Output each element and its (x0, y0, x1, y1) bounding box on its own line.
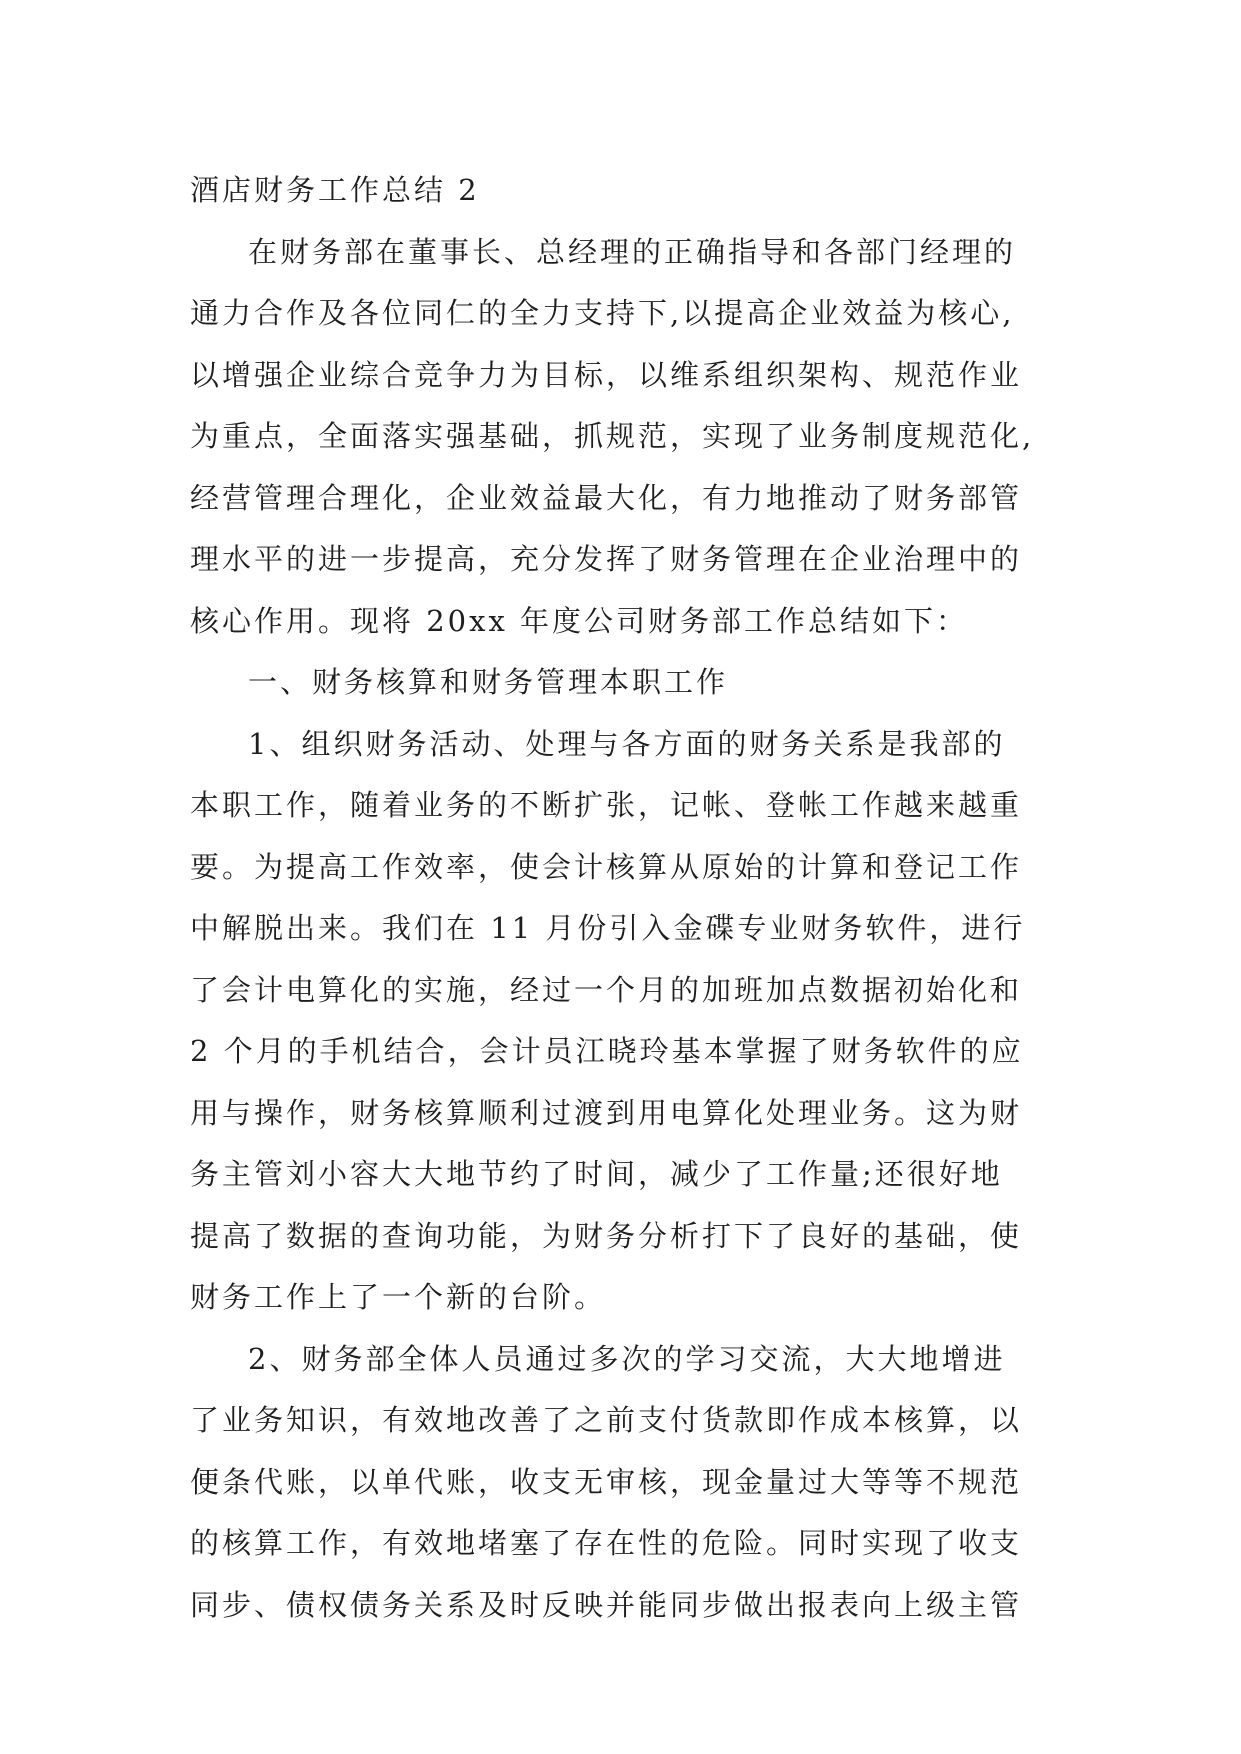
text-line: 财务工作上了一个新的台阶。 (190, 1280, 607, 1314)
text-line: 的核算工作，有效地堵塞了存在性的危险。同时实现了收支 (190, 1526, 1023, 1560)
text-line: 在财务部在董事长、总经理的正确指导和各部门经理的 (248, 234, 1017, 269)
text-line: 理水平的进一步提高，充分发挥了财务管理在企业治理中的 (190, 542, 1023, 576)
text-line: 本职工作，随着业务的不断扩张，记帐、登帐工作越来越重 (190, 788, 1023, 822)
text-line: 务主管刘小容大大地节约了时间，减少了工作量;还很好地 (190, 1157, 1003, 1191)
section-heading: 一、财务核算和财务管理本职工作 (248, 665, 729, 699)
text-line: 2、财务部全体人员通过多次的学习交流，大大地增进 (248, 1341, 1006, 1376)
document-title: 酒店财务工作总结 2 (190, 173, 480, 207)
text-line: 便条代账，以单代账，收支无审核，现金量过大等等不规范 (190, 1464, 1023, 1499)
text-line: 2 个月的手机结合，会计员江晓玲基本掌握了财务软件的应 (190, 1034, 1024, 1068)
text-line: 用与操作，财务核算顺利过渡到用电算化处理业务。这为财 (190, 1095, 1023, 1130)
document-body (190, 160, 1090, 1636)
text-line: 了会计电算化的实施，经过一个月的加班加点数据初始化和 (190, 972, 1023, 1007)
text-line: 提高了数据的查询功能，为财务分析打下了良好的基础，使 (190, 1218, 1023, 1253)
text-line: 核心作用。现将 20xx 年度公司财务部工作总结如下： (190, 603, 969, 638)
text-line: 要。为提高工作效率，使会计核算从原始的计算和登记工作 (190, 849, 1023, 884)
text-line: 以增强企业综合竞争力为目标，以维系组织架构、规范作业 (190, 357, 1023, 392)
text-line: 经营管理合理化，企业效益最大化，有力地推动了财务部管 (190, 480, 1023, 515)
text-line: 了业务知识，有效地改善了之前支付货款即作成本核算，以 (190, 1403, 1023, 1437)
text-line: 通力合作及各位同仁的全力支持下,以提高企业效益为核心, (190, 296, 1015, 330)
text-line: 中解脱出来。我们在 11 月份引入金碟专业财务软件，进行 (190, 911, 1026, 945)
text-line: 为重点，全面落实强基础，抓规范，实现了业务制度规范化, (190, 419, 1035, 453)
text-line: 1、组织财务活动、处理与各方面的财务关系是我部的 (248, 726, 1006, 761)
text-line: 同步、债权债务关系及时反映并能同步做出报表向上级主管 (190, 1587, 1023, 1622)
